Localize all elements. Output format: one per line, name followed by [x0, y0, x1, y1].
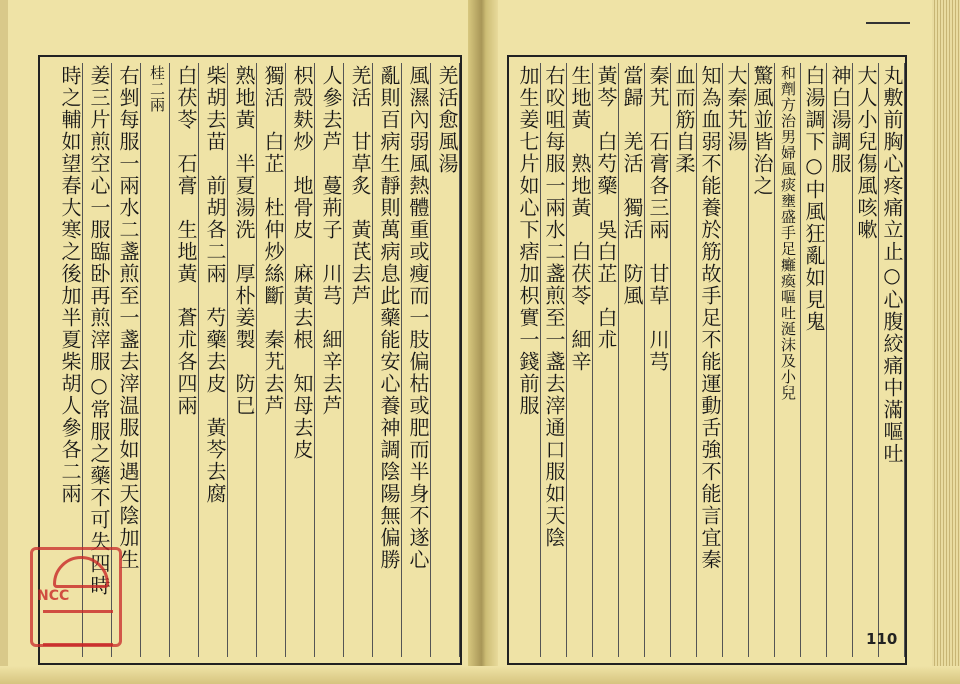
right-page-text-block: [507, 55, 907, 665]
text-column: 桂二兩: [144, 63, 170, 657]
text-column: 丸敷前胸心疼痛立止○心腹絞痛中滿嘔吐: [879, 63, 905, 657]
text-column: 白茯苓 石膏 生地黃 蒼朮各四兩: [173, 63, 199, 657]
text-column: 人參去芦 蔓荊子 川芎 細辛去芦: [318, 63, 344, 657]
text-column: 和劑方治男婦風痰壅盛手足癱瘓嘔吐涎沫及小兒: [775, 63, 801, 657]
stamp-emblem-icon: [53, 556, 109, 588]
text-column: 驚風並皆治之: [749, 63, 775, 657]
left-page-edge: [0, 0, 8, 684]
text-column: 枳殼麸炒 地骨皮 麻黃去根 知母去皮: [289, 63, 315, 657]
text-column: 右㕮咀每服一兩水二盞煎至一盞去滓通口服如天陰: [541, 63, 567, 657]
text-column: 秦艽 石膏各三兩 甘草 川芎: [645, 63, 671, 657]
text-column: 黃芩 白芍藥 吳白芷 白朮: [593, 63, 619, 657]
text-column: 羌活 甘草炙 黃芪去芦: [347, 63, 373, 657]
stamp-label: NCC: [37, 588, 70, 604]
text-column: 白湯調下○中風狂亂如見鬼: [801, 63, 827, 657]
text-column: 柴胡去苗 前胡各二兩 芍藥去皮 黃芩去腐: [202, 63, 228, 657]
page-number: 110: [866, 630, 898, 648]
text-column: 血而筋自柔: [671, 63, 697, 657]
text-column: 知為血弱不能養於筋故手足不能運動舌強不能言宜秦: [697, 63, 723, 657]
text-column: 羌活愈風湯: [434, 63, 460, 657]
stamp-seal-icon: [43, 610, 113, 646]
text-column: 亂則百病生靜則萬病息此藥能安心養神調陰陽無偏勝: [376, 63, 402, 657]
bottom-page-edge: [0, 666, 960, 684]
text-column: 加生姜七片如心下痞加枳實一錢前服: [515, 63, 541, 657]
text-column: 獨活 白芷 杜仲炒絲斷 秦艽去芦: [260, 63, 286, 657]
right-page-edge: [932, 0, 960, 684]
text-column: 時之輔如望春大寒之後加半夏柴胡人參各二兩: [57, 63, 83, 657]
page-header-rule: [866, 22, 910, 54]
text-column: 大人小兒傷風咳嗽: [853, 63, 879, 657]
text-column: 熟地黃 半夏湯洗 厚朴姜製 防已: [231, 63, 257, 657]
book-gutter: [468, 0, 498, 684]
text-column: 右剉每服一兩水二盞煎至一盞去滓温服如遇天陰加生: [115, 63, 141, 657]
text-column: 大秦艽湯: [723, 63, 749, 657]
text-column: 生地黃 熟地黃 白茯苓 細辛: [567, 63, 593, 657]
text-column: 風濕內弱風熱體重或瘦而一肢偏枯或肥而半身不遂心: [405, 63, 431, 657]
text-column: 姜三片煎空心一服臨卧再煎滓服○常服之藥不可失四時: [86, 63, 112, 657]
library-stamp: [30, 547, 122, 647]
text-column: 當歸 羌活 獨活 防風: [619, 63, 645, 657]
text-column: 神白湯調服: [827, 63, 853, 657]
